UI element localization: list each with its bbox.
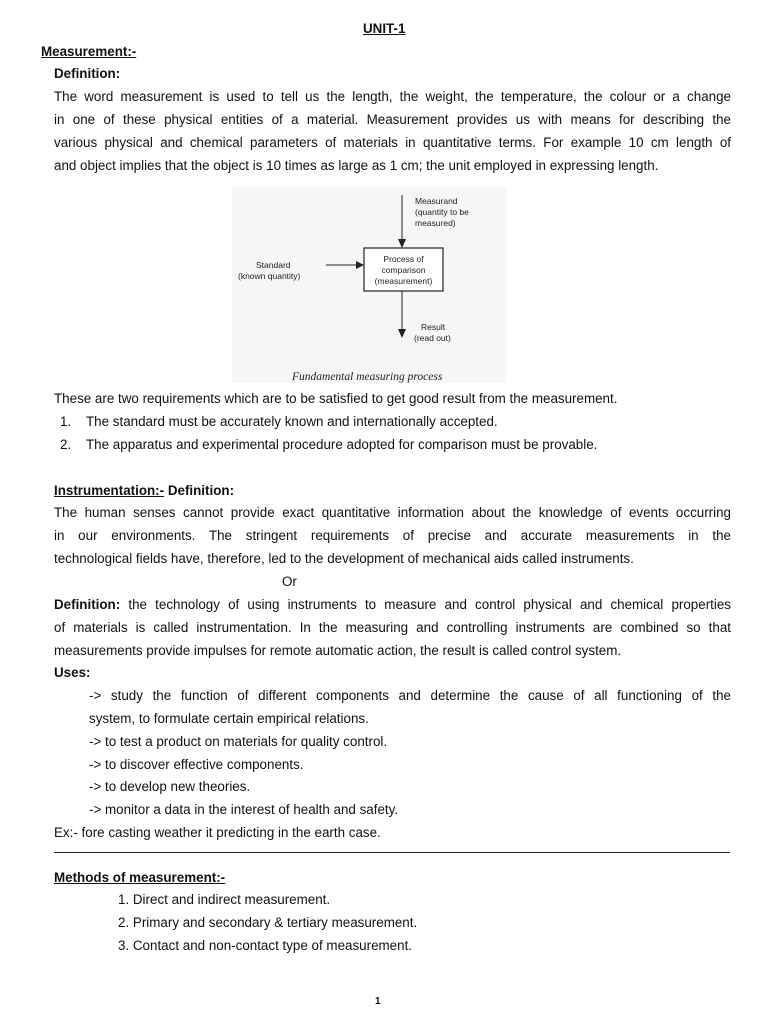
requirement-text: The apparatus and experimental procedure adopted for comparison must be provable.: [86, 437, 598, 452]
page-number: 1: [375, 996, 381, 1007]
process-label-line2: comparison: [381, 265, 426, 275]
process-label-line3: (measurement): [374, 276, 433, 286]
example-line: Ex:- fore casting weather it predicting in the earth case.: [54, 825, 381, 840]
result-label-line2: (read out): [414, 333, 451, 343]
definition2-line: of materials is called instrumentation. In the measuring and controlling instruments are combined so that: [54, 620, 731, 635]
or-separator: Or: [282, 574, 297, 589]
uses-item: system, to formulate certain empirical relations.: [89, 711, 369, 726]
measuring-process-diagram: [232, 187, 506, 383]
uses-item: -> monitor a data in the interest of health and safety.: [89, 802, 399, 817]
instrumentation-para-line: The human senses cannot provide exact quantitative information about the knowledge of events occurring: [54, 505, 731, 520]
instrumentation-heading: Instrumentation:-: [54, 483, 165, 498]
process-label: Process of: [383, 254, 424, 264]
instrumentation-para-line: in our environments. The stringent requirements of precise and accurate measurements in the: [54, 528, 731, 543]
measurand-label-line2: (quantity to be: [415, 207, 469, 217]
definition2-line: measurements provide impulses for remote automatic action, the result is called control system.: [54, 643, 622, 658]
uses-item: -> study the function of different components and determine the cause of all functioning of the: [89, 688, 731, 703]
measurement-definition-label: Definition:: [54, 66, 121, 81]
diagram-caption: Fundamental measuring process: [292, 371, 443, 383]
uses-item: -> to discover effective components.: [89, 757, 304, 772]
requirement-item: [60, 412, 498, 432]
measurand-label-line3: measured): [415, 218, 456, 228]
uses-item: -> to develop new theories.: [89, 779, 251, 794]
measurement-para-line: in one of these physical entities of a material. Measurement provides us with means for describing the: [54, 112, 731, 127]
uses-item: -> to test a product on materials for quality control.: [89, 734, 388, 749]
definition2-first-line: [54, 595, 731, 615]
instrumentation-heading-row: [54, 481, 234, 501]
requirement-text: The standard must be accurately known and internationally accepted.: [86, 414, 498, 429]
requirements-intro: These are two requirements which are to be satisfied to get good result from the measurement.: [54, 391, 618, 406]
measurement-para-line: The word measurement is used to tell us the length, the weight, the temperature, the colour or a change: [54, 89, 731, 104]
uses-label: Uses:: [54, 665, 91, 680]
result-label: Result: [421, 322, 446, 332]
standard-label: Standard: [256, 260, 291, 270]
methods-item: 3. Contact and non-contact type of measurement.: [118, 938, 413, 953]
section-divider: [54, 852, 730, 853]
methods-item: 1. Direct and indirect measurement.: [118, 892, 331, 907]
standard-label-line2: (known quantity): [238, 271, 301, 281]
requirement-item: [60, 435, 597, 455]
requirement-number: 2.: [60, 437, 72, 452]
methods-heading: Methods of measurement:-: [54, 870, 226, 885]
methods-item: 2. Primary and secondary & tertiary measurement.: [118, 915, 418, 930]
requirement-number: 1.: [60, 414, 72, 429]
measurement-para-line: various physical and chemical parameters of materials in quantitative terms. For example 10 cm length of: [54, 135, 731, 150]
measurand-label: Measurand: [415, 196, 458, 206]
definition2-text: the technology of using instruments to measure and control physical and chemical properties: [128, 597, 731, 612]
measurement-para-line: and object implies that the object is 10 times as large as 1 cm; the unit employed in expressing length.: [54, 158, 659, 173]
measurement-heading: Measurement:-: [41, 44, 137, 59]
instrumentation-para-line: technological fields have, therefore, led to the development of mechanical aids called instruments.: [54, 551, 634, 566]
unit-title: UNIT-1: [363, 21, 406, 36]
definition2-label: Definition:: [54, 597, 121, 612]
instrumentation-definition-label: Definition:: [167, 483, 235, 498]
